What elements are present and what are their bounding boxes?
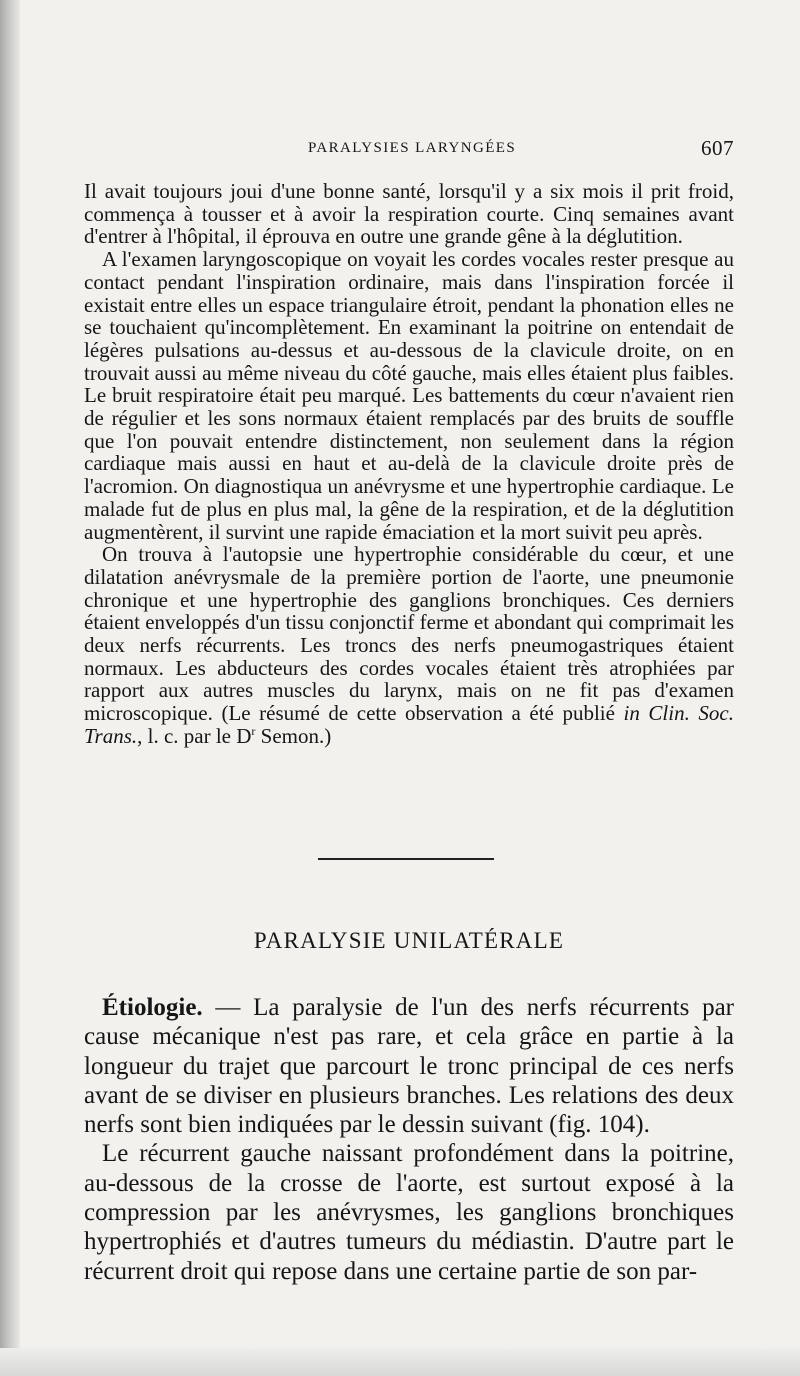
paragraph-examination: A l'examen laryngoscopique on voyait les cordes vocales rester presque au contact pendant l'inspiration ordinaire, mais dans l'inspiration forcée il existait entre elles un espace triangulaire étroit, pendant la phonation elles ne se touchaient qu'incomplètement. En examinant la poitrine on entendait de légères pulsations au-dessus et au-dessous de la clavicule droite, on en trouvait aussi au même niveau du côté gauche, mais elles étaient plus faibles. Le bruit respiratoire était peu marqué. Les battements du cœur n'avaient rien de régulier et les sons normaux étaient remplacés par des bruits de souffle que l'on pouvait entendre distinctement, non seulement dans la région cardiaque mais aussi en haut et au-delà de la clavicule droite près de l'acromion. On diagnostiqua un anévrysme et une hypertrophie cardiaque. Le malade fut de plus en plus mal, la gêne de la respiration, et de la déglutition augmentèrent, il survint une rapide émaciation et la mort suivit peu après. — [84, 247, 734, 544]
doctor-abbreviation-superscript: r — [251, 723, 256, 738]
page-bottom-shadow — [0, 1348, 800, 1376]
journal-reference: in Clin. Soc. Trans. — [84, 701, 734, 748]
paragraph-autopsy — [84, 543, 734, 747]
etiology-section-text — [84, 993, 734, 1286]
etiology-text: — La paralysie de l'un des nerfs récurrents par cause mécanique n'est pas rare, et cela grâce en partie à la longueur du trajet que parcourt le tronc principal de ces nerfs avant de se diviser en plusieurs branches. Les relations des deux nerfs sont bien indiquées par le dessin suivant (fig. 104). — [84, 994, 734, 1139]
page-number: 607 — [701, 136, 734, 160]
autopsy-text: On trouva à l'autopsie une hypertrophie considérable du cœur, et une dilatation anévrysmale de la première portion de l'aorte, une pneumonie chronique et une hypertrophie des ganglions bronchiques. Ces derniers étaient enveloppés d'un tissu conjonctif ferme et abondant qui comprimait les deux nerfs récurrents. Les troncs des nerfs pneumogastriques étaient normaux. Les abducteurs des cordes vocales étaient très atrophiées par rapport aux autres muscles du larynx, mais on ne fit pas d'examen microscopique. (Le résumé de cette observation a été publié — [84, 542, 734, 726]
paragraph-history: Il avait toujours joui d'une bonne santé, lorsqu'il y a six mois il prit froid, commença à tousser et à avoir la respiration courte. Cinq semaines avant d'entrer à l'hôpital, il éprouva en outre une grande gêne à la déglutition. — [84, 179, 734, 249]
running-title: PARALYSIES LARYNGÉES — [308, 140, 517, 156]
reference-continuation: , l. c. par le D — [137, 723, 252, 748]
section-divider — [318, 858, 494, 860]
paragraph-etiology — [84, 993, 734, 1139]
reference-author: Semon.) — [255, 723, 332, 748]
section-title: PARALYSIE UNILATÉRALE — [253, 928, 565, 953]
etiology-label: Étiologie. — [102, 994, 203, 1021]
page-header — [84, 136, 734, 166]
paragraph-left-recurrent: Le récurrent gauche naissant profondément dans la poitrine, au-dessous de la crosse de l'aorte, est surtout exposé à la compression par les anévrysmes, les ganglions bronchiques hypertrophiés et d'autres tumeurs du médiastin. D'autre part le récurrent droit qui repose dans une certaine partie de son par- — [84, 1140, 734, 1285]
page-edge-shadow — [0, 0, 20, 1376]
case-report-text — [84, 180, 734, 748]
